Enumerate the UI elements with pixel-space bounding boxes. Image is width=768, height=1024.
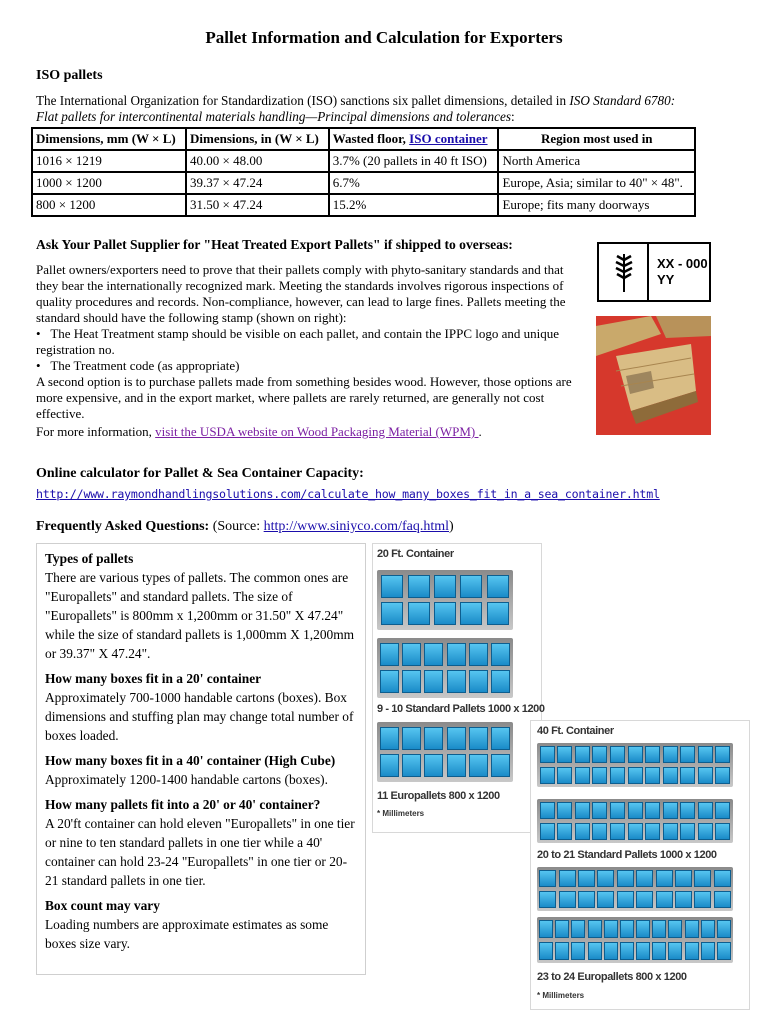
pallet-block bbox=[540, 823, 555, 840]
iso-container-link[interactable]: ISO container bbox=[409, 131, 488, 146]
pallet-block bbox=[460, 575, 482, 598]
pallet-block bbox=[597, 891, 614, 908]
pallet-block bbox=[663, 767, 678, 784]
pallet-block bbox=[557, 767, 572, 784]
container-20ft-standard-label: 9 - 10 Standard Pallets 1000 x 1200 bbox=[377, 703, 545, 715]
pallet-block bbox=[402, 643, 421, 666]
pallet-block bbox=[540, 802, 555, 819]
pallet-block bbox=[610, 802, 625, 819]
pallet-block bbox=[680, 746, 695, 763]
faq-item bbox=[45, 795, 357, 890]
heat-bullet-2: • The Treatment code (as appropriate) bbox=[36, 358, 240, 373]
pallet-block bbox=[460, 602, 482, 625]
table-header-row bbox=[32, 128, 695, 150]
stamp-code: XX - 000 YY bbox=[657, 256, 708, 287]
more-info-line: For more information, visit the USDA website on Wood Packaging Material (WPM) . bbox=[36, 424, 482, 439]
table-cell: Europe; fits many doorways bbox=[498, 194, 695, 216]
heat-paragraph-1: Pallet owners/exporters need to prove that their pallets comply with phyto-sanitary standards and that they bear the internationally recognized mark. Meeting the standards involves rigorous inspections of quality procedures and records. Non-compliance, however, can lead to large fines. Pallets meeting the standard should have the following stamp (shown on right): bbox=[36, 262, 566, 325]
pallet-block bbox=[663, 746, 678, 763]
pallet-block bbox=[447, 643, 466, 666]
pallet-block bbox=[402, 754, 421, 777]
calculator-link[interactable]: http://www.raymondhandlingsolutions.com/calculate_how_many_boxes_fit_in_a_sea_container.html bbox=[36, 487, 660, 501]
pallet-block bbox=[715, 767, 730, 784]
pallet-block bbox=[628, 802, 643, 819]
pallet-block bbox=[578, 870, 595, 887]
pallet-block bbox=[715, 746, 730, 763]
heat-paragraph-2: A second option is to purchase pallets made from something besides wood. However, those options are more expensive, and in the export market, where pallets are rarely returned, are generally not cost effective. bbox=[36, 374, 572, 421]
pallet-block bbox=[447, 754, 466, 777]
faq-item bbox=[45, 669, 357, 745]
pallet-block bbox=[447, 727, 466, 750]
pallet-block bbox=[610, 823, 625, 840]
pallet-block bbox=[694, 870, 711, 887]
pallet-block bbox=[491, 643, 510, 666]
iso-heading: ISO pallets bbox=[36, 68, 103, 83]
pallet-block bbox=[380, 754, 399, 777]
table-cell: 6.7% bbox=[329, 172, 499, 194]
page-title: Pallet Information and Calculation for Exporters bbox=[205, 28, 563, 47]
pallet-block bbox=[620, 920, 634, 938]
pallet-block bbox=[539, 870, 556, 887]
pallet-block bbox=[592, 746, 607, 763]
calculator-heading: Online calculator for Pallet & Sea Container Capacity: bbox=[36, 466, 364, 481]
faq-source-link[interactable]: http://www.siniyco.com/faq.html bbox=[263, 519, 450, 534]
container-40ft-diagram bbox=[530, 720, 750, 1010]
pallet-block bbox=[380, 727, 399, 750]
table-header: Dimensions, mm (W × L) bbox=[32, 128, 186, 150]
faq-answer: Approximately 700-1000 handable cartons (boxes). Box dimensions and stuffing plan may change total number of boxes loaded. bbox=[45, 690, 354, 743]
iso-intro: The International Organization for Standardization (ISO) sanctions six pallet dimensions, detailed in ISO Standard 6780: Flat pallets for intercontinental materials handling—Principal dimensions and tolerances: bbox=[36, 93, 676, 124]
pallet-block bbox=[620, 942, 634, 960]
pallet-block bbox=[628, 746, 643, 763]
pallet-block bbox=[424, 643, 443, 666]
pallet-block bbox=[698, 802, 713, 819]
pallet-block bbox=[685, 920, 699, 938]
wheat-icon bbox=[609, 250, 639, 294]
faq-question: How many boxes fit in a 20' container bbox=[45, 671, 262, 686]
pallet-block bbox=[540, 767, 555, 784]
pallet-block bbox=[668, 920, 682, 938]
pallet-block bbox=[714, 870, 731, 887]
container-20ft-euro-tray bbox=[377, 722, 513, 782]
pallet-block bbox=[604, 920, 618, 938]
pallet-block bbox=[402, 727, 421, 750]
heat-treated-body bbox=[36, 262, 576, 440]
container-40ft-title: 40 Ft. Container bbox=[537, 725, 614, 737]
pallet-block bbox=[487, 602, 509, 625]
pallet-block bbox=[575, 823, 590, 840]
pallet-block bbox=[381, 602, 403, 625]
pallet-block bbox=[424, 670, 443, 693]
pallet-block bbox=[469, 754, 488, 777]
pallet-block bbox=[694, 891, 711, 908]
pallet-block bbox=[557, 802, 572, 819]
faq-item bbox=[45, 549, 357, 663]
pallet-block bbox=[469, 643, 488, 666]
faq-box bbox=[36, 543, 366, 975]
heat-bullet-1: • The Heat Treatment stamp should be visible on each pallet, and contain the IPPC logo and unique registration no. bbox=[36, 326, 560, 357]
pallet-block bbox=[571, 942, 585, 960]
container-40ft-tray-1 bbox=[537, 743, 733, 787]
pallet-block bbox=[424, 754, 443, 777]
pallet-block bbox=[424, 727, 443, 750]
usda-wpm-link[interactable]: visit the USDA website on Wood Packaging Material (WPM) bbox=[155, 424, 479, 439]
pallet-block bbox=[717, 942, 731, 960]
table-cell: 31.50 × 47.24 bbox=[186, 194, 329, 216]
pallet-block bbox=[628, 823, 643, 840]
pallet-block bbox=[636, 891, 653, 908]
table-cell: 800 × 1200 bbox=[32, 194, 186, 216]
pallet-block bbox=[434, 602, 456, 625]
pallet-block bbox=[656, 891, 673, 908]
pallet-block bbox=[592, 802, 607, 819]
container-20ft-title: 20 Ft. Container bbox=[377, 548, 454, 560]
pallet-block bbox=[645, 823, 660, 840]
table-cell: 15.2% bbox=[329, 194, 499, 216]
pallet-block bbox=[592, 767, 607, 784]
pallet-block bbox=[555, 942, 569, 960]
pallet-block bbox=[714, 891, 731, 908]
pallet-block bbox=[680, 802, 695, 819]
pallet-block bbox=[487, 575, 509, 598]
faq-question: Box count may vary bbox=[45, 898, 160, 913]
pallet-block bbox=[604, 942, 618, 960]
pallet-block bbox=[668, 942, 682, 960]
faq-answer: Approximately 1200-1400 handable cartons (boxes). bbox=[45, 772, 328, 787]
pallet-block bbox=[588, 920, 602, 938]
pallet-block bbox=[701, 920, 715, 938]
pallet-block bbox=[434, 575, 456, 598]
pallet-block bbox=[645, 767, 660, 784]
pallet-block bbox=[555, 920, 569, 938]
container-40ft-standard-label: 20 to 21 Standard Pallets 1000 x 1200 bbox=[537, 849, 717, 861]
pallet-block bbox=[675, 870, 692, 887]
pallet-block bbox=[610, 746, 625, 763]
pallet-block bbox=[575, 802, 590, 819]
pallet-block bbox=[652, 920, 666, 938]
stamped-pallet-photo bbox=[596, 316, 711, 435]
container-20ft-euro-tray-a bbox=[377, 638, 513, 698]
pallet-block bbox=[491, 670, 510, 693]
container-40ft-tray-2 bbox=[537, 799, 733, 843]
table-row bbox=[32, 150, 695, 172]
pallet-block bbox=[675, 891, 692, 908]
table-cell: 39.37 × 47.24 bbox=[186, 172, 329, 194]
table-cell: Europe, Asia; similar to 40" × 48". bbox=[498, 172, 695, 194]
pallet-block bbox=[447, 670, 466, 693]
pallet-block bbox=[685, 942, 699, 960]
table-header: Region most used in bbox=[498, 128, 695, 150]
pallet-block bbox=[539, 942, 553, 960]
table-cell: 1000 × 1200 bbox=[32, 172, 186, 194]
pallet-block bbox=[597, 870, 614, 887]
pallet-block bbox=[408, 602, 430, 625]
pallet-block bbox=[636, 870, 653, 887]
pallet-block bbox=[540, 746, 555, 763]
container-40ft-note: * Millimeters bbox=[537, 991, 585, 1000]
pallet-block bbox=[469, 670, 488, 693]
pallet-block bbox=[469, 727, 488, 750]
ippc-stamp bbox=[597, 242, 711, 302]
pallet-block bbox=[539, 920, 553, 938]
pallet-block bbox=[381, 575, 403, 598]
table-header: Wasted floor, ISO container bbox=[329, 128, 499, 150]
faq-heading-line: Frequently Asked Questions: (Source: http://www.siniyco.com/faq.html) bbox=[36, 519, 454, 534]
pallet-block bbox=[588, 942, 602, 960]
pallet-block bbox=[380, 643, 399, 666]
pallet-block bbox=[628, 767, 643, 784]
container-40ft-tray-3 bbox=[537, 867, 733, 911]
faq-answer: There are various types of pallets. The common ones are "Europallets" and standard pallets. The size of "Europallets" is 800mm x 1,200mm or 31.50" X 47.24" while the size of standard pallets is 1,000mm X 1,200mm or 39.37" X 47.24". bbox=[45, 570, 355, 661]
pallet-block bbox=[617, 870, 634, 887]
pallet-block bbox=[636, 920, 650, 938]
pallet-block bbox=[571, 920, 585, 938]
table-row bbox=[32, 172, 695, 194]
pallet-block bbox=[557, 746, 572, 763]
stamp-divider bbox=[647, 244, 649, 300]
faq-question: How many boxes fit in a 40' container (High Cube) bbox=[45, 753, 336, 768]
pallet-block bbox=[656, 870, 673, 887]
pallet-block bbox=[698, 767, 713, 784]
table-cell: 1016 × 1219 bbox=[32, 150, 186, 172]
pallet-block bbox=[715, 823, 730, 840]
pallet-block bbox=[402, 670, 421, 693]
pallet-block bbox=[491, 727, 510, 750]
pallet-block bbox=[578, 891, 595, 908]
pallet-block bbox=[698, 746, 713, 763]
faq-answer: Loading numbers are approximate estimates as some boxes size vary. bbox=[45, 917, 329, 951]
pallet-block bbox=[636, 942, 650, 960]
table-cell: 3.7% (20 pallets in 40 ft ISO) bbox=[329, 150, 499, 172]
container-20ft-euro-label: 11 Europallets 800 x 1200 bbox=[377, 790, 500, 802]
pallet-block bbox=[652, 942, 666, 960]
pallet-block bbox=[559, 870, 576, 887]
pallet-block bbox=[715, 802, 730, 819]
table-cell: 40.00 × 48.00 bbox=[186, 150, 329, 172]
pallet-block bbox=[717, 920, 731, 938]
pallet-block bbox=[559, 891, 576, 908]
table-header: Dimensions, in (W × L) bbox=[186, 128, 329, 150]
pallet-block bbox=[592, 823, 607, 840]
pallet-block bbox=[491, 754, 510, 777]
pallet-block bbox=[663, 823, 678, 840]
pallet-block bbox=[645, 746, 660, 763]
faq-item bbox=[45, 896, 357, 953]
heat-treated-heading: Ask Your Pallet Supplier for "Heat Treated Export Pallets" if shipped to overseas: bbox=[36, 237, 513, 252]
table-cell: North America bbox=[498, 150, 695, 172]
pallet-block bbox=[380, 670, 399, 693]
faq-question: Types of pallets bbox=[45, 551, 134, 566]
container-40ft-tray-4 bbox=[537, 917, 733, 963]
pallet-block bbox=[645, 802, 660, 819]
pallet-block bbox=[575, 746, 590, 763]
faq-answer: A 20'ft container can hold eleven "Europallets" in one tier or nine to ten standard pallets in one tier while a 40' container can hold 23-24 "Europallets" in one tier or 20-21 standard pallets in one tier. bbox=[45, 816, 355, 888]
pallet-block bbox=[698, 823, 713, 840]
pallet-block bbox=[610, 767, 625, 784]
pallet-block bbox=[575, 767, 590, 784]
container-20ft-standard-tray bbox=[377, 570, 513, 630]
pallet-block bbox=[680, 823, 695, 840]
faq-item bbox=[45, 751, 357, 789]
pallet-block bbox=[701, 942, 715, 960]
pallet-block bbox=[557, 823, 572, 840]
pallet-block bbox=[663, 802, 678, 819]
iso-pallet-table bbox=[31, 127, 696, 217]
faq-question: How many pallets fit into a 20' or 40' container? bbox=[45, 797, 321, 812]
table-row bbox=[32, 194, 695, 216]
container-40ft-euro-label: 23 to 24 Europallets 800 x 1200 bbox=[537, 971, 687, 983]
pallet-block bbox=[617, 891, 634, 908]
pallet-block bbox=[408, 575, 430, 598]
pallet-block bbox=[539, 891, 556, 908]
container-20ft-diagram bbox=[372, 543, 545, 833]
pallet-block bbox=[680, 767, 695, 784]
container-20ft-note: * Millimeters bbox=[377, 809, 425, 818]
